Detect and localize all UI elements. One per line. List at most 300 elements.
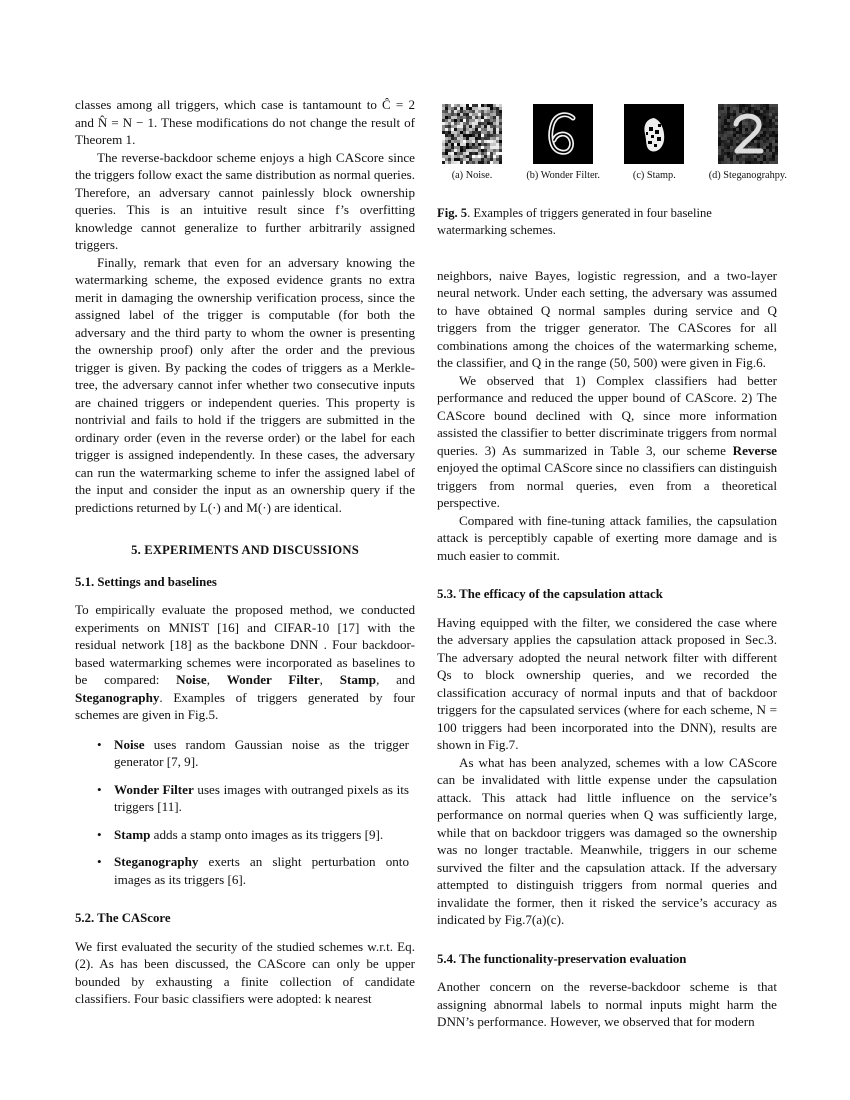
steg-pixel (727, 110, 730, 113)
steg-pixel (739, 110, 742, 113)
steg-pixel (730, 116, 733, 119)
noise-pixel (490, 119, 493, 122)
noise-pixel (460, 107, 463, 110)
noise-pixel (451, 116, 454, 119)
steg-pixel (775, 125, 778, 128)
steg-pixel (727, 161, 730, 164)
noise-pixel (442, 140, 445, 143)
steg-pixel (724, 128, 727, 131)
noise-pixel (496, 137, 499, 140)
noise-pixel (454, 128, 457, 131)
noise-pixel (469, 131, 472, 134)
noise-pixel (442, 104, 445, 107)
bold-term: Stamp (339, 672, 377, 687)
noise-pixel (448, 161, 451, 164)
steg-pixel (775, 158, 778, 161)
steg-pixel (751, 128, 754, 131)
noise-pixel (445, 125, 448, 128)
steg-pixel (733, 107, 736, 110)
noise-pixel (499, 113, 502, 116)
noise-pixel (451, 119, 454, 122)
paragraph (75, 601, 415, 724)
steg-pixel (718, 104, 721, 107)
steg-pixel (727, 104, 730, 107)
noise-pixel (490, 110, 493, 113)
steg-pixel (742, 107, 745, 110)
noise-pixel (448, 128, 451, 131)
subfigure-stamp (624, 104, 684, 185)
noise-pixel (445, 140, 448, 143)
noise-pixel (463, 110, 466, 113)
noise-pixel (457, 149, 460, 152)
noise-pixel (460, 149, 463, 152)
noise-pixel (481, 131, 484, 134)
noise-pixel (469, 146, 472, 149)
noise-pixel (469, 140, 472, 143)
noise-pixel (442, 116, 445, 119)
noise-pixel (454, 158, 457, 161)
steg-pixel (733, 158, 736, 161)
steg-pixel (721, 110, 724, 113)
steg-pixel (766, 155, 769, 158)
noise-pixel (472, 116, 475, 119)
steg-pixel (730, 152, 733, 155)
noise-pixel (493, 137, 496, 140)
noise-pixel (460, 143, 463, 146)
subfigure-wonder-filter (526, 104, 600, 185)
steg-pixel (742, 155, 745, 158)
noise-pixel (460, 128, 463, 131)
noise-pixel (484, 149, 487, 152)
text-span: To empirically evaluate the proposed method, we conducted experiments on MNIST [16] and CIFAR-10 [17] with the residual network [18] as the backbone DNN . Four backdoor-based watermarking schemes were incorporated as baselines to be compared: (75, 602, 415, 687)
noise-pixel (487, 149, 490, 152)
figure-5 (437, 104, 787, 239)
noise-pixel (445, 143, 448, 146)
steg-pixel (724, 110, 727, 113)
noise-pixel (451, 104, 454, 107)
noise-pixel (493, 134, 496, 137)
paragraph: classes among all triggers, which case is tantamount to Ĉ = 2 and N̂ = N − 1. These modifications do not change the result of Theorem 1. (75, 97, 415, 147)
noise-pixel (469, 137, 472, 140)
steg-pixel (745, 119, 748, 122)
noise-pixel (478, 104, 481, 107)
noise-pixel (487, 131, 490, 134)
subfigure-noise (442, 104, 502, 185)
steg-pixel (730, 140, 733, 143)
noise-pixel (487, 134, 490, 137)
noise-pixel (475, 161, 478, 164)
noise-pixel (451, 149, 454, 152)
noise-pixel (496, 155, 499, 158)
noise-pixel (481, 134, 484, 137)
noise-pixel (448, 122, 451, 125)
steg-pixel (718, 161, 721, 164)
steg-pixel (733, 113, 736, 116)
noise-pixel (478, 116, 481, 119)
noise-pixel (463, 149, 466, 152)
steg-pixel (718, 110, 721, 113)
steg-pixel (754, 155, 757, 158)
noise-pixel (499, 125, 502, 128)
steg-pixel (775, 104, 778, 107)
steg-pixel (775, 146, 778, 149)
noise-pixel (448, 116, 451, 119)
noise-pixel (457, 158, 460, 161)
steg-pixel (727, 122, 730, 125)
noise-pixel (454, 104, 457, 107)
steg-pixel (754, 137, 757, 140)
steg-pixel (736, 104, 739, 107)
steg-pixel (766, 140, 769, 143)
right-column (437, 104, 787, 1031)
noise-pixel (484, 134, 487, 137)
noise-pixel (490, 152, 493, 155)
noise-pixel (445, 113, 448, 116)
steg-pixel (721, 116, 724, 119)
subfigure-caption: (b) Wonder Filter. (526, 170, 600, 181)
steg-pixel (763, 128, 766, 131)
noise-pixel (442, 146, 445, 149)
noise-pixel (496, 158, 499, 161)
paragraph: Compared with fine-tuning attack families, the capsulation attack is perceptibly capable of exerting more damage and is much easier to commit. (437, 512, 777, 563)
steg-pixel (733, 137, 736, 140)
steg-pixel (733, 134, 736, 137)
noise-pixel (469, 152, 472, 155)
noise-pixel (499, 107, 502, 110)
noise-pixel (454, 155, 457, 158)
steg-pixel (727, 125, 730, 128)
noise-pixel (478, 128, 481, 131)
steg-pixel (757, 161, 760, 164)
noise-pixel (472, 110, 475, 113)
steg-pixel (721, 143, 724, 146)
noise-pixel (472, 158, 475, 161)
steg-pixel (772, 158, 775, 161)
steg-pixel (733, 131, 736, 134)
noise-pixel (448, 143, 451, 146)
steg-pixel (769, 116, 772, 119)
noise-pixel (442, 149, 445, 152)
noise-pixel (457, 104, 460, 107)
steg-pixel (763, 149, 766, 152)
noise-pixel (493, 161, 496, 164)
noise-pixel (499, 131, 502, 134)
steg-pixel (748, 110, 751, 113)
steg-pixel (769, 161, 772, 164)
steg-pixel (730, 128, 733, 131)
noise-pixel (442, 113, 445, 116)
subsection-heading: 5.3. The efficacy of the capsulation attack (437, 587, 663, 601)
steg-pixel (769, 122, 772, 125)
noise-pixel (460, 131, 463, 134)
steg-pixel (760, 143, 763, 146)
noise-pixel (448, 131, 451, 134)
noise-pixel (475, 158, 478, 161)
steg-pixel (766, 128, 769, 131)
noise-pixel (499, 134, 502, 137)
noise-pixel (469, 158, 472, 161)
steg-pixel (775, 107, 778, 110)
noise-pixel (469, 113, 472, 116)
noise-pixel (454, 149, 457, 152)
noise-pixel (472, 122, 475, 125)
steg-pixel (766, 125, 769, 128)
steg-pixel (724, 146, 727, 149)
steg-pixel (775, 113, 778, 116)
noise-pixel (490, 155, 493, 158)
noise-pixel (472, 152, 475, 155)
noise-pixel (493, 119, 496, 122)
noise-pixel (478, 119, 481, 122)
steg-pixel (739, 158, 742, 161)
steg-pixel (748, 155, 751, 158)
noise-pixel (496, 128, 499, 131)
steg-pixel (766, 107, 769, 110)
steg-pixel (745, 131, 748, 134)
noise-pixel (496, 119, 499, 122)
paragraph: Another concern on the reverse-backdoor scheme is that assigning abnormal labels to normal inputs might harm the DNN’s performance. However, we observed that for modern (437, 979, 777, 1029)
noise-pixel (445, 128, 448, 131)
noise-pixel (457, 131, 460, 134)
noise-pixel (496, 104, 499, 107)
noise-pixel (481, 107, 484, 110)
noise-pixel (490, 149, 493, 152)
steg-pixel (775, 128, 778, 131)
noise-pixel (454, 119, 457, 122)
steg-pixel (769, 155, 772, 158)
steg-pixel (772, 134, 775, 137)
noise-pixel (460, 134, 463, 137)
list-item (75, 853, 415, 888)
figure-caption (437, 205, 777, 239)
noise-pixel (466, 149, 469, 152)
steg-pixel (751, 125, 754, 128)
noise-pixel (466, 110, 469, 113)
noise-pixel (466, 128, 469, 131)
noise-pixel (442, 110, 445, 113)
noise-pixel (478, 143, 481, 146)
noise-pixel (466, 104, 469, 107)
noise-pixel (487, 116, 490, 119)
steg-pixel (724, 140, 727, 143)
steg-pixel (718, 146, 721, 149)
steg-pixel (733, 161, 736, 164)
noise-pixel (487, 104, 490, 107)
steg-pixel (763, 161, 766, 164)
noise-pixel (487, 137, 490, 140)
noise-pixel (454, 140, 457, 143)
noise-pixel (475, 152, 478, 155)
steg-pixel (736, 113, 739, 116)
steg-pixel (772, 104, 775, 107)
noise-pixel (442, 119, 445, 122)
noise-pixel (478, 137, 481, 140)
steg-pixel (724, 116, 727, 119)
noise-pixel (469, 107, 472, 110)
steg-pixel (721, 161, 724, 164)
steg-pixel (775, 140, 778, 143)
steg-pixel (766, 137, 769, 140)
steg-pixel (724, 161, 727, 164)
noise-pixel (448, 113, 451, 116)
noise-pixel (484, 128, 487, 131)
steg-pixel (751, 122, 754, 125)
steg-pixel (721, 134, 724, 137)
steg-pixel (772, 161, 775, 164)
steg-pixel (775, 122, 778, 125)
subsection-heading: 5.1. Settings and baselines (75, 574, 217, 589)
steg-pixel (769, 149, 772, 152)
steg-pixel (745, 134, 748, 137)
steg-pixel (739, 137, 742, 140)
noise-pixel (457, 146, 460, 149)
steg-pixel (721, 137, 724, 140)
noise-pixel (490, 113, 493, 116)
steg-pixel (760, 113, 763, 116)
noise-pixel (478, 113, 481, 116)
steg-pixel (766, 122, 769, 125)
steg-pixel (718, 116, 721, 119)
noise-pixel (481, 137, 484, 140)
noise-pixel (454, 131, 457, 134)
noise-pixel (496, 107, 499, 110)
noise-pixel (445, 110, 448, 113)
noise-pixel (496, 140, 499, 143)
noise-pixel (451, 110, 454, 113)
steg-pixel (748, 125, 751, 128)
steg-pixel (754, 104, 757, 107)
noise-pixel (460, 155, 463, 158)
steg-pixel (748, 104, 751, 107)
steg-pixel (748, 143, 751, 146)
noise-pixel (454, 110, 457, 113)
noise-pixel (478, 158, 481, 161)
steg-pixel (754, 110, 757, 113)
noise-pixel (469, 155, 472, 158)
noise-pixel (490, 104, 493, 107)
steg-pixel (736, 161, 739, 164)
text-span: enjoyed the optimal CAScore since no classifiers can distinguish triggers from normal queries, even from a theoretical perspective. (437, 460, 777, 510)
noise-pixel (493, 152, 496, 155)
noise-pixel (457, 125, 460, 128)
text-span: exerts an slight perturbation onto images as its triggers [6]. (114, 854, 409, 887)
steg-pixel (727, 107, 730, 110)
noise-pixel (469, 143, 472, 146)
steg-pixel (742, 110, 745, 113)
noise-pixel (454, 116, 457, 119)
steg-pixel (730, 155, 733, 158)
steg-pixel (736, 110, 739, 113)
noise-pixel (445, 161, 448, 164)
noise-pixel (499, 161, 502, 164)
steg-pixel (730, 161, 733, 164)
steg-pixel (766, 158, 769, 161)
steg-pixel (769, 146, 772, 149)
paragraph: We first evaluated the security of the studied schemes w.r.t. Eq.(2). As has been discussed, the CAScore can only be upper bounded by exhausting a finite collection of candidate classifiers. Four basic classifiers were adopted: k nearest (75, 938, 415, 1006)
noise-pixel (499, 104, 502, 107)
noise-pixel (442, 125, 445, 128)
steg-pixel (757, 104, 760, 107)
steg-pixel (769, 110, 772, 113)
steg-pixel (760, 140, 763, 143)
noise-pixel (466, 140, 469, 143)
noise-pixel (493, 158, 496, 161)
noise-pixel (478, 152, 481, 155)
bold-term: Reverse (732, 442, 777, 458)
noise-pixel (445, 119, 448, 122)
paragraph: As what has been analyzed, schemes with a low CAScore can be invalidated with little expense under the capsulation attack. This attack had little influence on the service’s performance on normal queries when Q was sufficiently large, while that on backdoor triggers was damaged so the ownership was no longer tractable. Meanwhile, triggers in our scheme survived the filter and the capsulation attack. If the adversary attempted to distinguish triggers from normal queries and invalidate the former, then it risked the service’s accuracy as indicated by Fig.7(a)(c). (437, 754, 777, 927)
steg-pixel (724, 119, 727, 122)
steg-pixel (775, 134, 778, 137)
noise-pixel (442, 137, 445, 140)
steg-pixel (721, 107, 724, 110)
noise-pixel (496, 149, 499, 152)
steg-pixel (718, 158, 721, 161)
steg-pixel (742, 122, 745, 125)
noise-pixel (442, 155, 445, 158)
noise-pixel (460, 161, 463, 164)
noise-pixel (463, 107, 466, 110)
bold-term: Steganography (114, 854, 199, 869)
steg-pixel (718, 155, 721, 158)
noise-pixel (475, 131, 478, 134)
text-span: uses images with outranged pixels as its triggers [11]. (114, 781, 409, 814)
steg-pixel (721, 128, 724, 131)
noise-pixel (475, 128, 478, 131)
noise-pixel (472, 155, 475, 158)
noise-pixel (490, 125, 493, 128)
noise-pixel (457, 161, 460, 164)
noise-pixel (478, 131, 481, 134)
noise-pixel (472, 113, 475, 116)
steg-pixel (727, 134, 730, 137)
steg-pixel (754, 107, 757, 110)
noise-pixel (445, 137, 448, 140)
noise-pixel (499, 140, 502, 143)
noise-pixel (487, 158, 490, 161)
noise-pixel (481, 161, 484, 164)
steg-pixel (718, 119, 721, 122)
noise-pixel (463, 113, 466, 116)
noise-pixel (478, 134, 481, 137)
noise-pixel (496, 110, 499, 113)
steg-pixel (730, 149, 733, 152)
steg-pixel (769, 113, 772, 116)
bullet-dot: • (97, 854, 102, 869)
noise-pixel (475, 143, 478, 146)
noise-pixel (487, 107, 490, 110)
noise-pixel (475, 155, 478, 158)
noise-pixel (448, 134, 451, 137)
noise-pixel (478, 122, 481, 125)
noise-pixel (457, 116, 460, 119)
steg-pixel (718, 122, 721, 125)
noise-pixel (487, 113, 490, 116)
noise-pixel (493, 110, 496, 113)
steg-pixel (727, 155, 730, 158)
bold-term: Wonder Filter (226, 672, 320, 687)
text-span: , and (376, 672, 416, 687)
steg-pixel (736, 128, 739, 131)
steg-pixel (730, 143, 733, 146)
steg-pixel (760, 131, 763, 134)
noise-pixel (469, 122, 472, 125)
steg-pixel (763, 140, 766, 143)
noise-pixel (448, 137, 451, 140)
noise-pixel (451, 128, 454, 131)
steg-pixel (721, 146, 724, 149)
left-column (75, 96, 415, 1008)
